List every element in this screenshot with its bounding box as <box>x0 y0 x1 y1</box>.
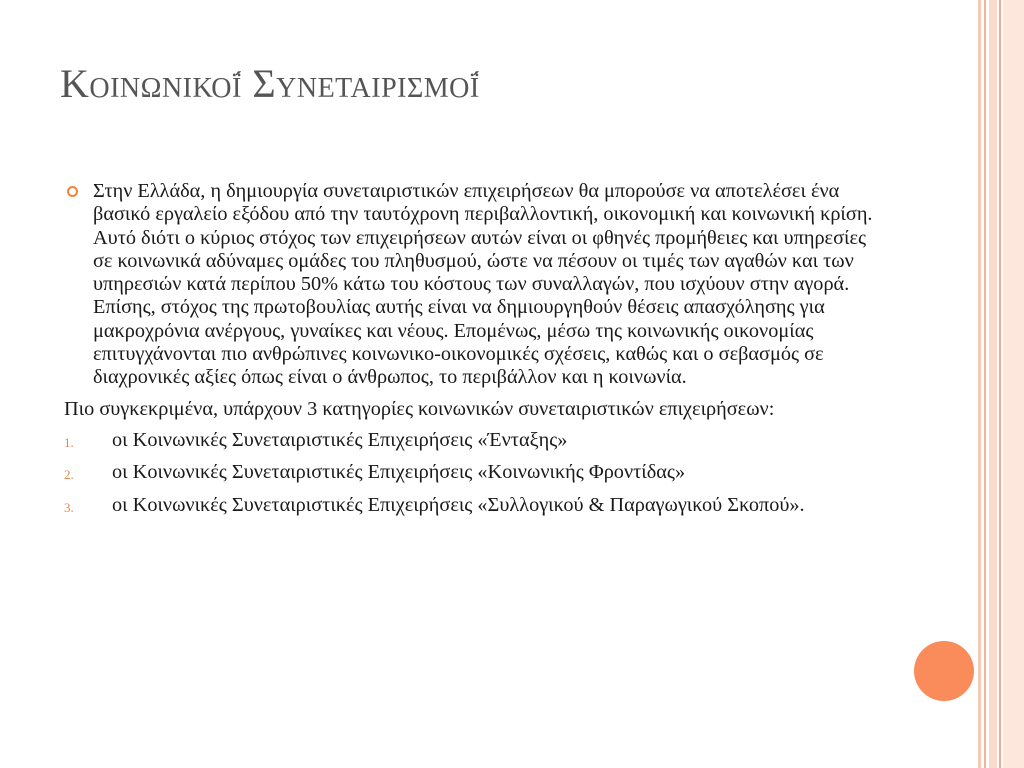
list-item <box>64 461 876 484</box>
bullet-paragraph <box>64 180 876 390</box>
intro-line: Πιο συγκεκριμένα, υπάρχουν 3 κατηγορίες κοινωνικών συνεταιριστικών επιχειρήσεων: <box>64 397 775 420</box>
decor-stripe-5 <box>1003 0 1024 768</box>
list-item <box>64 429 876 452</box>
list-item <box>64 494 876 517</box>
decor-stripe-2 <box>984 0 986 768</box>
decor-stripe-1 <box>978 0 981 768</box>
list-text: οι Κοινωνικές Συνεταιριστικές Επιχειρήσεις «Συλλογικού & Παραγωγικού Σκοπού». <box>112 493 805 516</box>
list-text: οι Κοινωνικές Συνεταιριστικές Επιχειρήσεις «Ένταξης» <box>112 428 568 451</box>
slide-content <box>64 180 876 526</box>
decor-stripe-3 <box>989 0 997 768</box>
list-number: 1. <box>64 434 74 450</box>
list-text: οι Κοινωνικές Συνεταιριστικές Επιχειρήσεις «Κοινωνικής Φροντίδας» <box>112 461 686 484</box>
list-number: 2. <box>64 467 74 483</box>
list-number: 3. <box>64 499 74 515</box>
decor-stripe-4 <box>999 0 1001 768</box>
bullet-text: Στην Ελλάδα, η δημιουργία συνεταιριστικών επιχειρήσεων θα μπορούσε να αποτελέσει ένα βασικό εργαλείο εξόδου από την ταυτόχρονη περιβαλλοντική, οικονομική και κοινωνική κρίση. Αυτό διότι ο κύριος στόχος των επιχειρήσεων αυτών είναι οι φθηνές προμήθειες και υπηρεσίες σε κοινωνικά αδύναμες ομάδες του πληθυσμού, ώστε να πέσουν οι τιμές των αγαθών και των υπηρεσιών κατά περίπου 50% κάτω του κόστους των συναλλαγών, που ισχύουν στην αγορά. Επίσης, στόχος της πρωτοβουλίας αυτής είναι να δημιουργηθούν θέσεις απασχόλησης για μακροχρόνια ανέργους, γυναίκες και νέους. Επομένως, μέσω της κοινωνικής οικονομίας επιτυγχάνονται πιο ανθρώπινες κοινωνικο-οικονομικές σχέσεις, καθώς και ο σεβασμός σε διαχρονικές αξίες όπως είναι ο άνθρωπος, το περιβάλλον και η κοινωνία. <box>93 180 873 389</box>
slide-title: Κοινωνικοΐ Συνεταιρισμοΐ <box>60 61 480 106</box>
bullet-circle-icon <box>67 186 78 197</box>
decor-circle <box>914 641 974 701</box>
